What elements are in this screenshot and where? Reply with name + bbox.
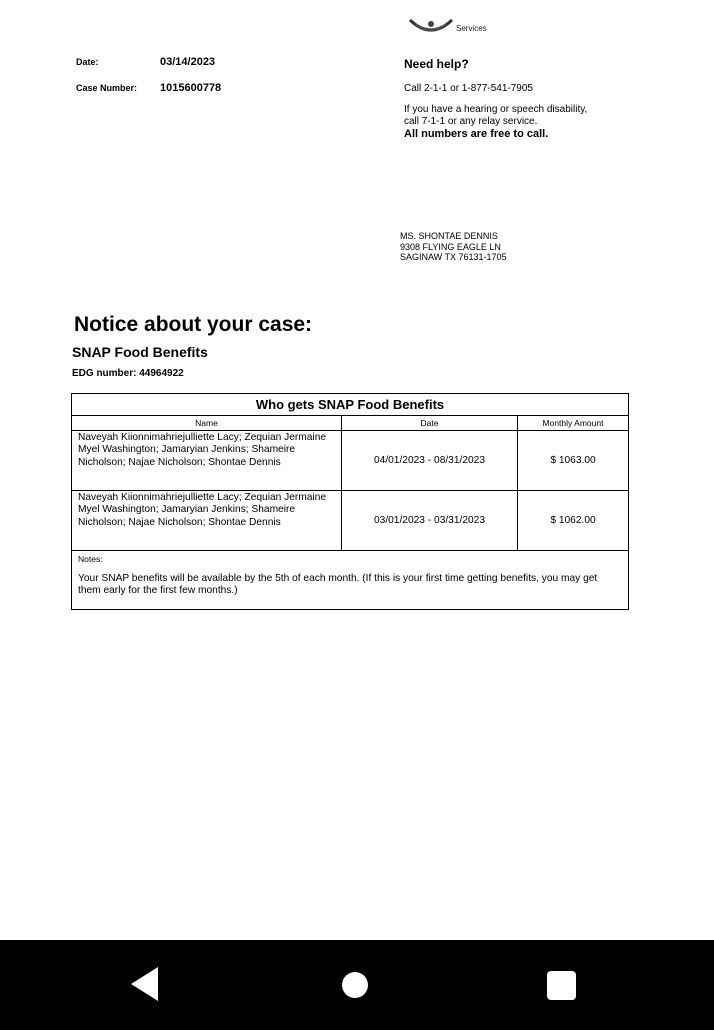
case-number-value: 1015600778 [160,82,222,94]
header-name: Name [72,416,342,431]
help-free-note: All numbers are free to call. [404,128,549,140]
agency-logo [408,18,488,40]
row-date: 04/01/2023 - 08/31/2023 [342,431,518,491]
logo-text: Services [456,24,487,33]
date-value: 03/14/2023 [160,56,216,68]
row-names: Naveyah Kiionnimahriejulliette Lacy; Zequian Jermaine Myel Washington; Jamaryian Jenkins; Shameire Nicholson; Najae Nicholson; Shontae Dennis [72,431,342,491]
edg-number [72,368,184,379]
address-name: MS. SHONTAE DENNIS [400,231,498,241]
row-date: 03/01/2023 - 03/31/2023 [342,491,518,551]
help-phone: Call 2-1-1 or 1-877-541-7905 [404,83,533,94]
agency-seal-icon [408,18,454,40]
header-amount: Monthly Amount [518,416,629,431]
row-amount: $ 1062.00 [518,491,629,551]
back-icon[interactable] [131,967,158,1001]
home-icon[interactable] [342,972,368,998]
help-disability-line2: call 7-1-1 or any relay service. [404,116,538,127]
program-name: SNAP Food Benefits [72,344,208,360]
notes-label: Notes: [78,554,103,564]
edg-label: EDG number: [72,368,137,379]
date-label: Date: [76,57,99,67]
row-names: Naveyah Kiionnimahriejulliette Lacy; Zequian Jermaine Myel Washington; Jamaryian Jenkins; Shameire Nicholson; Najae Nicholson; Shontae Dennis [72,491,342,551]
notes-cell [72,551,629,610]
case-number-label: Case Number: [76,83,138,93]
header-date: Date [342,416,518,431]
table-row [72,491,629,551]
notice-title: Notice about your case: [74,313,313,336]
benefits-table [71,393,629,610]
address-street: 9308 FLYING EAGLE LN [400,241,501,252]
edg-value: 44964922 [139,368,184,379]
row-amount: $ 1063.00 [518,431,629,491]
table-title: Who gets SNAP Food Benefits [72,394,629,416]
address-city: SAGINAW TX 76131-1705 [400,252,507,262]
need-help-heading: Need help? [404,57,469,71]
mailing-address [400,231,507,263]
recents-icon[interactable] [547,971,576,1000]
notes-text: Your SNAP benefits will be available by the 5th of each month. (If this is your first time getting benefits, you may get them early for the first few months.) [78,573,598,597]
help-disability-line1: If you have a hearing or speech disability, [404,104,588,115]
table-row [72,431,629,491]
